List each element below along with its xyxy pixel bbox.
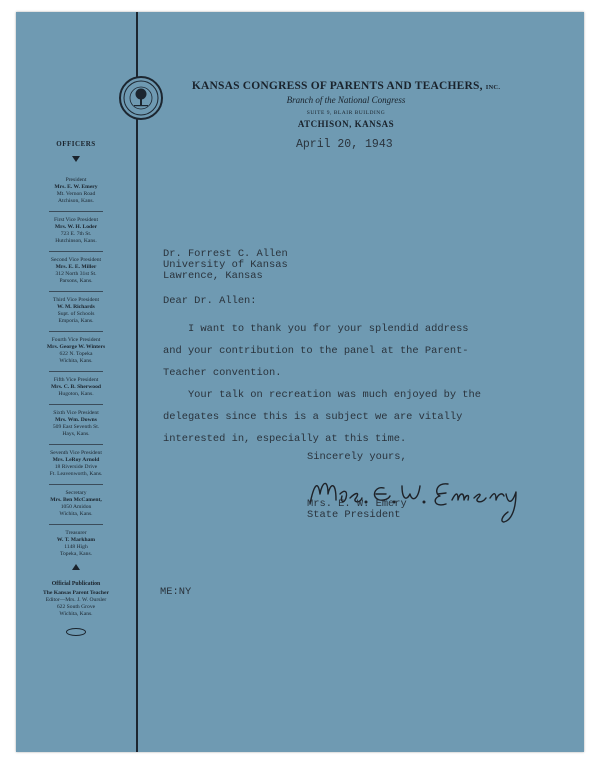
publication-title: Official Publication [51, 581, 101, 587]
officer-entry: Treasurer W. T. Markham 1148 High Topeka, Kans. [56, 530, 96, 557]
divider [49, 251, 103, 252]
officer-entry: Seventh Vice President Mrs. LeRoy Arnold 18 Riverside Drive Ft. Leavenworth, Kans. [49, 450, 103, 477]
union-label-icon [66, 628, 86, 636]
divider [49, 371, 103, 372]
officer-entry: Secretary Mrs. Ben McCament, 1050 Amidon Wichita, Kans. [50, 490, 102, 517]
triangle-up-icon [72, 564, 80, 570]
body-paragraph-1: I want to thank you for your splendid address and your contribution to the panel at the Parent- Teacher convention. [163, 323, 469, 379]
letter-date: April 20, 1943 [296, 138, 393, 151]
suite-line: SUITE 9, BLAIR BUILDING [306, 110, 386, 116]
officer-entry: First Vice President Mrs. W. H. Loder 723 E. 7th St. Hutchinson, Kans. [54, 217, 98, 244]
letter-sheet [16, 12, 584, 752]
triangle-down-icon [72, 156, 80, 162]
city-line: ATCHISON, KANSAS [297, 119, 395, 129]
divider [49, 444, 103, 445]
officer-entry: Fifth Vice President Mrs. C. B. Sherwood Hugoton, Kans. [50, 377, 102, 397]
divider [49, 331, 103, 332]
officers-title: OFFICERS [56, 140, 96, 148]
divider [49, 211, 103, 212]
officer-entry: Fourth Vice President Mrs. George W. Winters 622 N. Topeka Wichita, Kans. [46, 337, 106, 364]
officers-sidebar: OFFICERS President Mrs. E. W. Emery Mt. Vernon Road Atchison, Kans. First Vice President Mrs. W. H. Loder 723 E. 7th St. Hutchinson, Kans. Second Vice President Mrs. E. E. Miller 312 North 31st St. Parsons, Kans. Third Vice President W. M. Richards Supt. of Schools Emporia, Kans. Fourth Vice President Mrs. George W. Winters 622 N. Topeka Wichita, Kans. Fifth Vice President Mrs. C. B. Sherwood Hugoton, Kans. Sixth Vice President Mrs. Wm. Downs 509 East Seventh St. Hays, Kans. Seventh Vice President Mrs. LeRoy Arnold 18 Riverside Drive Ft. Leavenworth, Kans. Secretary Mrs. Ben McCament, 1050 Amidon Wichita, Kans. Treasurer W. T. Markham 1148 High Topeka, Kans. Official Publication The Kansas Parent Teacher Editor—Mrs. J. W. Oursler 622 South Grove Wichita, Kans. [16, 140, 136, 636]
publication-name: The Kansas Parent Teacher [43, 590, 109, 596]
divider [49, 291, 103, 292]
signer-block: Mrs. E. W. Emery State President [307, 498, 407, 521]
officer-entry: Sixth Vice President Mrs. Wm. Downs 509 East Seventh St. Hays, Kans. [52, 410, 100, 437]
divider [49, 524, 103, 525]
congress-seal-icon [119, 76, 163, 120]
org-name: KANSAS CONGRESS OF PARENTS AND TEACHERS, INC. [191, 80, 501, 92]
vertical-rule [136, 12, 138, 752]
salutation: Dear Dr. Allen: [163, 295, 257, 307]
divider [49, 404, 103, 405]
officer-entry: Third Vice President W. M. Richards Supt. of Schools Emporia, Kans. [52, 297, 100, 324]
body-paragraph-2: Your talk on recreation was much enjoyed by the delegates since this is a subject we are vitally interested in, especially at this time. [163, 389, 482, 445]
closing: Sincerely yours, [307, 451, 407, 463]
reference-initials: ME:NY [160, 586, 192, 598]
divider [49, 484, 103, 485]
branch-line: Branch of the National Congress [286, 95, 406, 105]
officer-entry: Second Vice President Mrs. E. E. Miller 312 North 31st St. Parsons, Kans. [50, 257, 102, 284]
recipient-address: Dr. Forrest C. Allen University of Kansas Lawrence, Kansas [163, 248, 288, 282]
letterhead [186, 80, 506, 129]
officer-entry: President Mrs. E. W. Emery Mt. Vernon Road Atchison, Kans. [54, 177, 98, 204]
